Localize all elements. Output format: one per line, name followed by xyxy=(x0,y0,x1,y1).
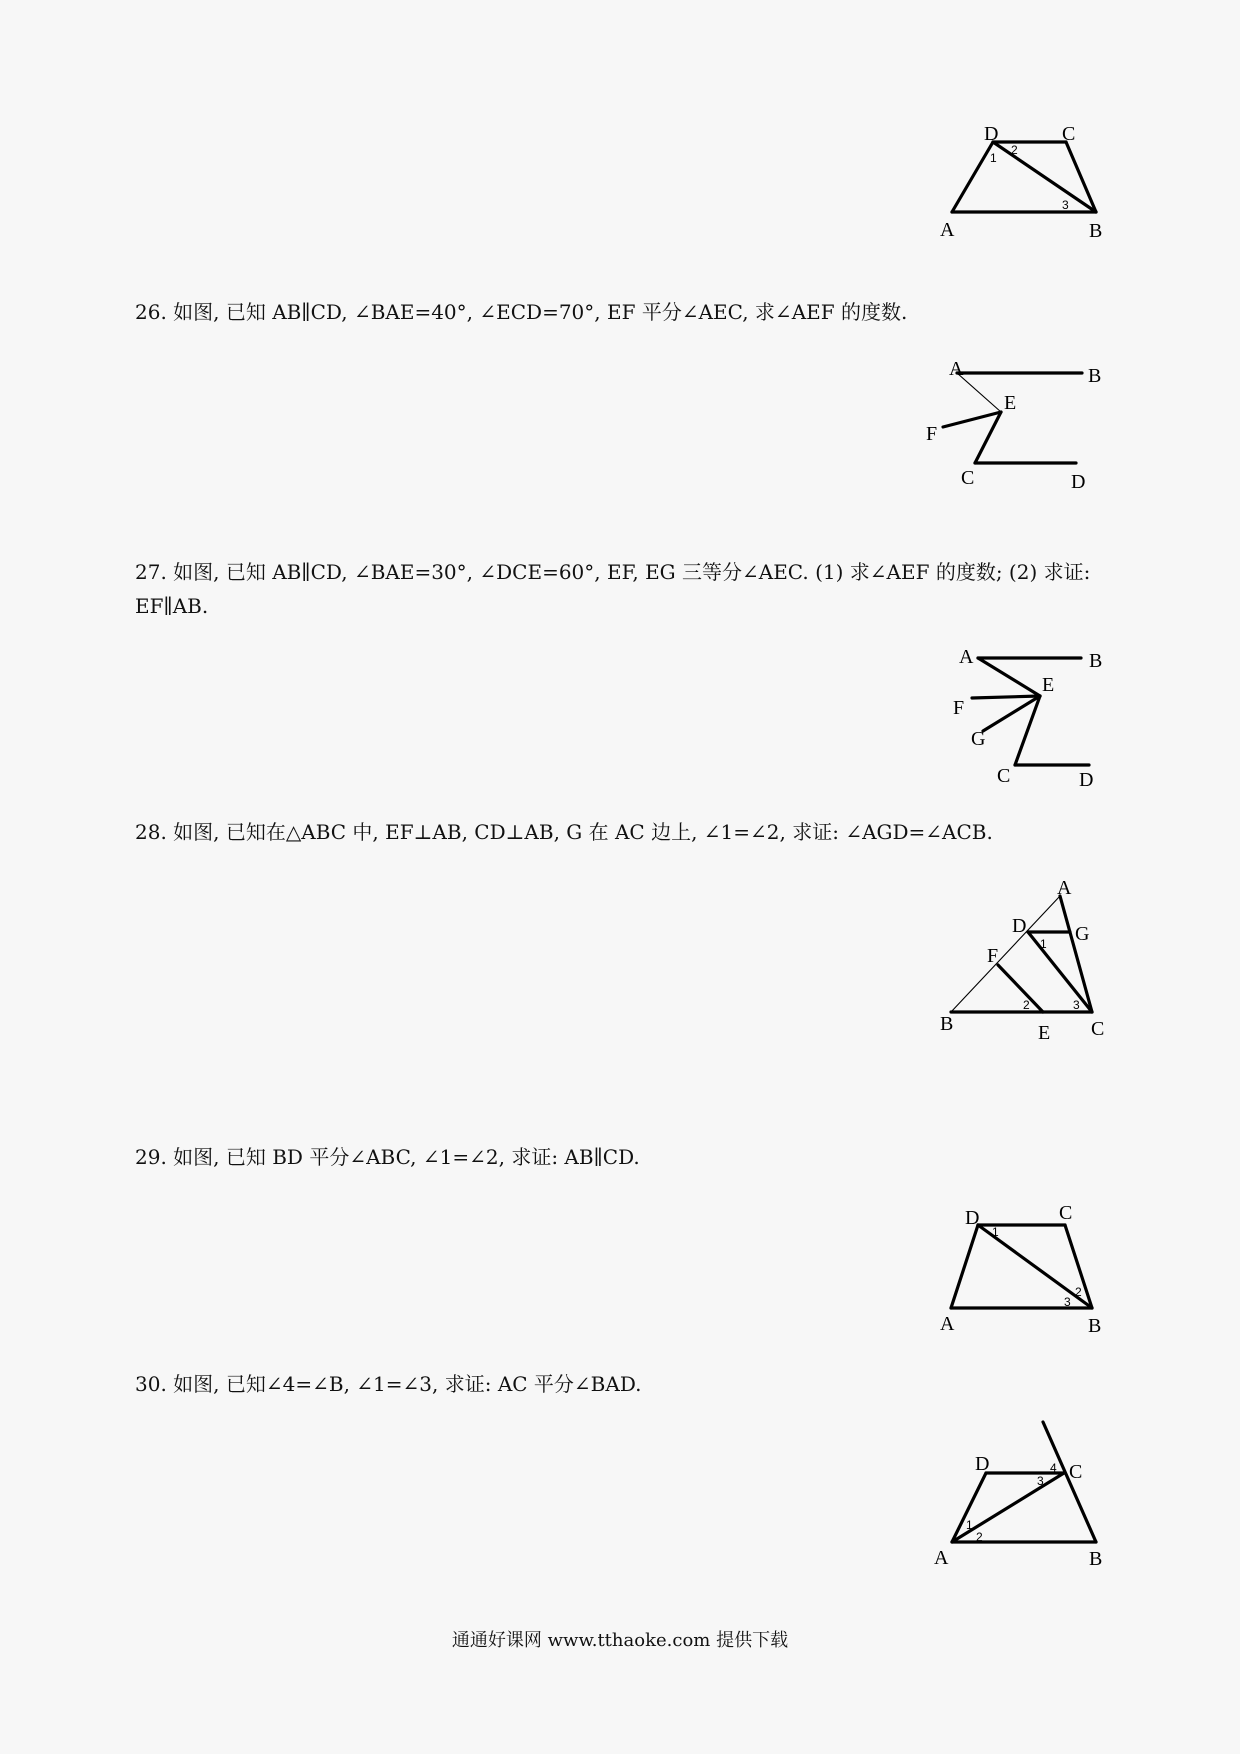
label-f: F xyxy=(926,423,938,445)
label-d: D xyxy=(965,1207,980,1229)
angle-1-label: 1 xyxy=(966,1518,973,1532)
label-b: B xyxy=(1088,1315,1102,1337)
angle-3-label: 3 xyxy=(1037,1474,1044,1488)
page-footer: 通通好课网 www.tthaoke.com 提供下载 xyxy=(451,1630,789,1651)
label-c: C xyxy=(997,765,1011,787)
figure-problem-28 xyxy=(935,872,1115,1047)
label-e: E xyxy=(1038,1022,1051,1044)
label-d: D xyxy=(1071,471,1086,493)
angle-2-label: 2 xyxy=(976,1530,983,1544)
problem-26: 26. 如图, 已知 AB∥CD, ∠BAE=40°, ∠ECD=70°, EF 平分∠AEC, 求∠AEF 的度数. xyxy=(135,300,908,324)
angle-4-label: 4 xyxy=(1050,1461,1057,1475)
label-d: D xyxy=(1012,915,1027,937)
angle-1-label: 1 xyxy=(990,151,997,165)
label-g: G xyxy=(1075,923,1090,945)
figure-trapezoid-top xyxy=(935,118,1115,243)
label-g: G xyxy=(971,728,986,750)
angle-1-label: 1 xyxy=(992,1225,999,1239)
label-a: A xyxy=(934,1547,949,1569)
label-d: D xyxy=(975,1453,990,1475)
angle-2-label: 2 xyxy=(1011,143,1018,157)
label-f: F xyxy=(987,945,999,967)
figure-problem-27 xyxy=(930,640,1120,790)
problem-27: 27. 如图, 已知 AB∥CD, ∠BAE=30°, ∠DCE=60°, EF, EG 三等分∠AEC. (1) 求∠AEF 的度数; (2) 求证: EF∥AB. xyxy=(135,560,1091,618)
label-d: D xyxy=(984,123,999,145)
figure-problem-26 xyxy=(925,355,1125,495)
angle-3-label: 3 xyxy=(1064,1295,1071,1309)
label-c: C xyxy=(1059,1202,1073,1224)
angle-3-label: 3 xyxy=(1062,198,1069,212)
angle-2-label: 2 xyxy=(1075,1285,1082,1299)
figure-problem-30 xyxy=(928,1415,1113,1575)
label-a: A xyxy=(959,646,974,668)
label-a: A xyxy=(949,358,964,380)
label-b: B xyxy=(940,1013,954,1035)
label-d: D xyxy=(1079,769,1094,791)
label-f: F xyxy=(953,697,965,719)
problem-29: 29. 如图, 已知 BD 平分∠ABC, ∠1=∠2, 求证: AB∥CD. xyxy=(135,1145,640,1169)
label-e: E xyxy=(1042,674,1055,696)
label-a: A xyxy=(940,1313,955,1335)
label-c: C xyxy=(961,467,975,489)
label-b: B xyxy=(1089,1548,1103,1570)
label-b: B xyxy=(1089,650,1103,672)
label-b: B xyxy=(1089,220,1103,242)
label-c: C xyxy=(1091,1018,1105,1040)
angle-3-label: 3 xyxy=(1073,998,1080,1012)
angle-2-label: 2 xyxy=(1023,998,1030,1012)
figure-problem-29 xyxy=(935,1197,1115,1337)
angle-1-label: 1 xyxy=(1040,937,1047,951)
label-a: A xyxy=(940,219,955,241)
problem-28: 28. 如图, 已知在△ABC 中, EF⊥AB, CD⊥AB, G 在 AC 边上, ∠1=∠2, 求证: ∠AGD=∠ACB. xyxy=(135,820,993,844)
label-a: A xyxy=(1057,877,1072,899)
label-e: E xyxy=(1004,392,1017,414)
label-c: C xyxy=(1069,1461,1083,1483)
label-c: C xyxy=(1062,123,1076,145)
problem-30: 30. 如图, 已知∠4=∠B, ∠1=∠3, 求证: AC 平分∠BAD. xyxy=(135,1372,642,1396)
label-b: B xyxy=(1088,365,1102,387)
